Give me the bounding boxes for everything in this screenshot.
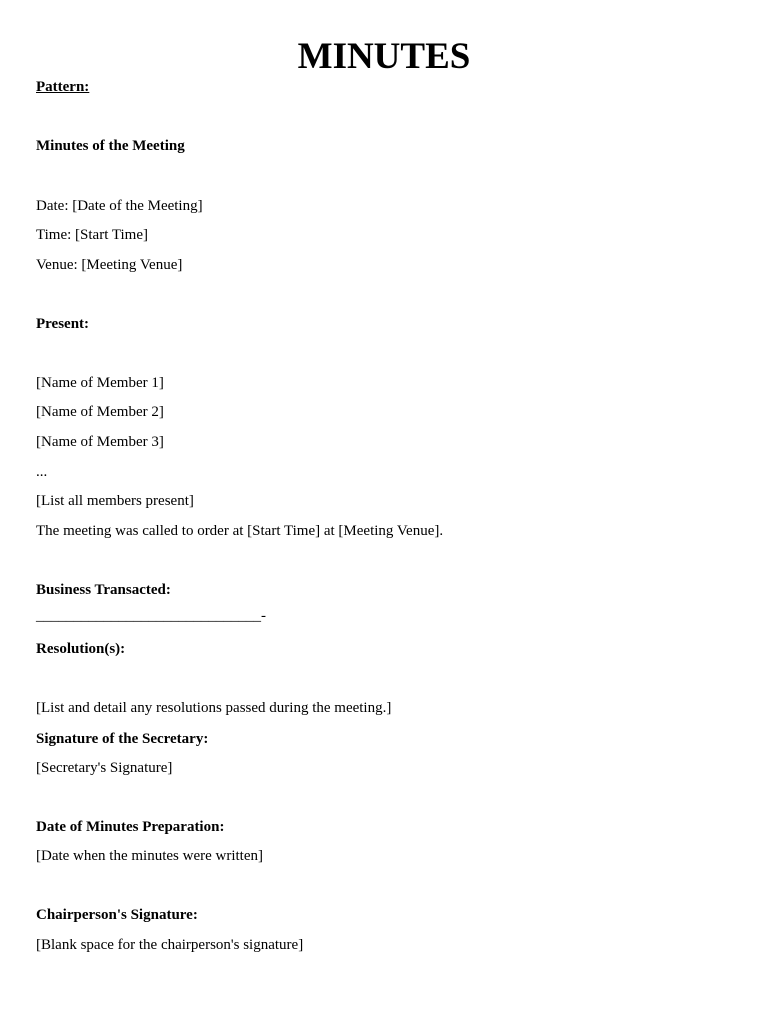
member-item: [Name of Member 3] xyxy=(36,434,164,450)
member-ellipsis: ... xyxy=(36,464,48,480)
chairperson-signature-label: Chairperson's Signature: xyxy=(36,907,198,923)
date-line: Date: [Date of the Meeting] xyxy=(36,198,203,214)
secretary-signature-label: Signature of the Secretary: xyxy=(36,731,209,747)
time-line: Time: [Start Time] xyxy=(36,227,148,243)
member-item: [Name of Member 2] xyxy=(36,404,164,420)
member-item: [Name of Member 1] xyxy=(36,375,164,391)
preparation-date-label: Date of Minutes Preparation: xyxy=(36,819,225,835)
preparation-date-text: [Date when the minutes were written] xyxy=(36,848,263,864)
separator-line: ______________________________- xyxy=(36,608,266,624)
resolutions-text: [List and detail any resolutions passed during the meeting.] xyxy=(36,700,392,716)
pattern-label: Pattern: xyxy=(36,79,90,95)
present-label: Present: xyxy=(36,316,90,332)
resolutions-label: Resolution(s): xyxy=(36,641,126,657)
call-to-order-text: The meeting was called to order at [Start Time] at [Meeting Venue]. xyxy=(36,523,444,539)
venue-line: Venue: [Meeting Venue] xyxy=(36,257,183,273)
chairperson-signature-text: [Blank space for the chairperson's signature] xyxy=(36,937,304,953)
business-transacted-label: Business Transacted: xyxy=(36,582,171,598)
document-title: MINUTES xyxy=(297,36,471,77)
minutes-heading: Minutes of the Meeting xyxy=(36,138,185,154)
secretary-signature-text: [Secretary's Signature] xyxy=(36,760,173,776)
members-note: [List all members present] xyxy=(36,493,194,509)
